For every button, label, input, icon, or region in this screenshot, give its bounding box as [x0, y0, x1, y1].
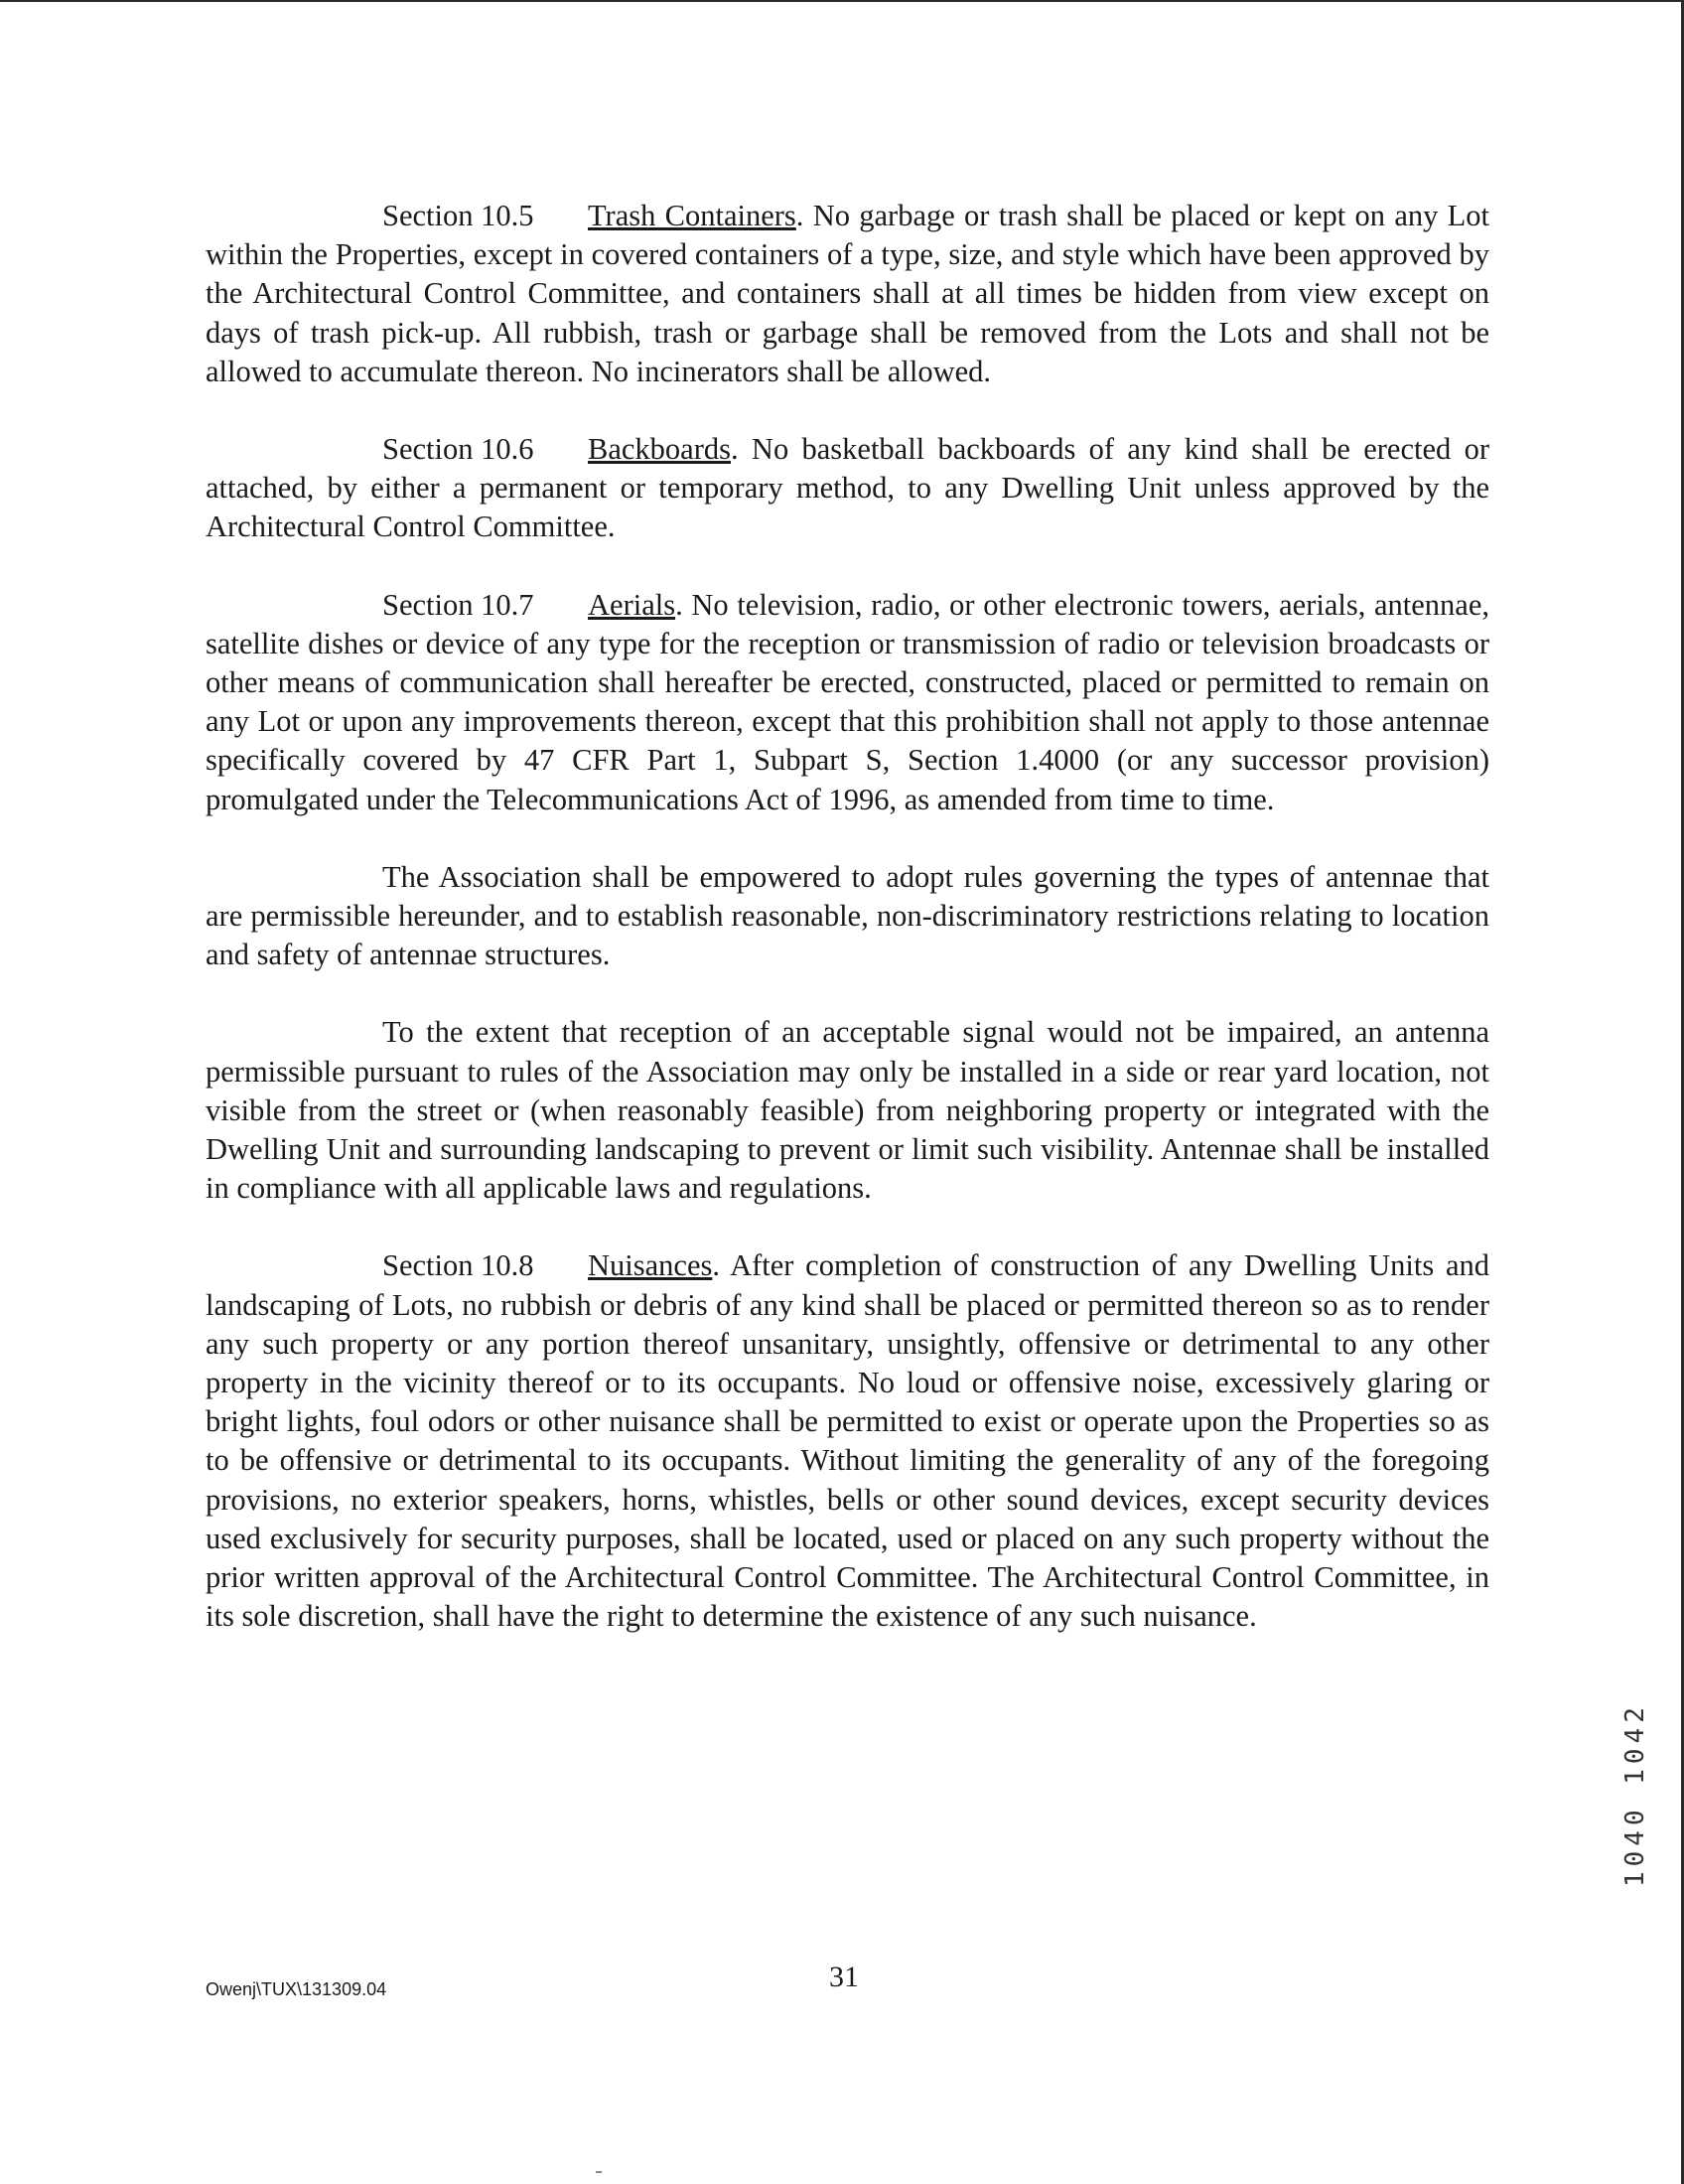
- section-heading: Nuisances: [588, 1248, 713, 1283]
- section-10-7: [206, 586, 1489, 819]
- document-body: [206, 197, 1489, 1675]
- section-heading: Trash Containers: [588, 199, 796, 232]
- scan-border-top: [0, 0, 1684, 2]
- paragraph-antennae-rules: The Association shall be empowered to adopt rules governing the types of antennae that are permissible hereunder, and to establish reasonable, non-discriminatory restrictions relating to location and safety of antennae structures.: [206, 859, 1489, 972]
- section-text: . No garbage or trash shall be placed or kept on any Lot within the Properties, except in covered containers of a type, size, and style which have been approved by the Architectural Control Committee, and containers shall at all times be hidden from view except on days of trash pick-up. All rubbish, trash or garbage shall be removed from the Lots and shall not be allowed to accumulate thereon. No incinerators shall be allowed.: [206, 199, 1490, 388]
- section-text: . No basketball backboards of any kind shall be erected or attached, by either a permanent or temporary method, to any Dwelling Unit unless approved by the Architectural Control Committee.: [206, 432, 1489, 544]
- section-10-5: [206, 197, 1489, 391]
- section-number: Section 10.8: [382, 1248, 534, 1283]
- section-number: Section 10.6: [382, 432, 534, 467]
- section-number: Section 10.7: [382, 587, 534, 622]
- section-number: Section 10.5: [382, 199, 534, 232]
- side-stamp-number: 1040 1042: [1620, 1702, 1650, 1887]
- page-number: 31: [829, 1961, 859, 1993]
- section-heading: Aerials: [588, 587, 676, 622]
- section-10-6: [206, 430, 1489, 547]
- section-10-8: [206, 1246, 1489, 1636]
- scan-artifact-mark: [596, 2171, 602, 2173]
- section-heading: Backboards: [588, 432, 731, 467]
- section-text: . After completion of construction of any Dwelling Units and landscaping of Lots, no rubbish or debris of any kind shall be placed or permitted thereon so as to render any such property or any portion thereof unsanitary, unsightly, offensive or detrimental to any other property in the vicinity thereof or to its occupants. No loud or offensive noise, excessively glaring or bright lights, foul odors or other nuisance shall be permitted to exist or operate upon the Properties so as to be offensive or detrimental to its occupants. Without limiting the generality of any of the foregoing provisions, no exterior speakers, horns, whistles, bells or other sound devices, except security devices used exclusively for security purposes, shall be located, used or placed on any such property without the prior written approval of the Architectural Control Committee. The Architectural Control Committee, in its sole discretion, shall have the right to determine the existence of any such nuisance.: [206, 1248, 1489, 1634]
- file-reference: Owenj\TUX\131309.04: [206, 1979, 387, 1999]
- paragraph-antenna-location: To the extent that reception of an acceptable signal would not be impaired, an antenna permissible pursuant to rules of the Association may only be installed in a side or rear yard location, not visible from the street or (when reasonably feasible) from neighboring property or integrated with the Dwelling Unit and surrounding landscaping to prevent or limit such visibility. Antennae shall be installed in compliance with all applicable laws and regulations.: [206, 1015, 1489, 1206]
- section-text: . No television, radio, or other electronic towers, aerials, antennae, satellite dishes or device of any type for the reception or transmission of radio or television broadcasts or other means of communication shall hereafter be erected, constructed, placed or permitted to remain on any Lot or upon any improvements thereon, except that this prohibition shall not apply to those antennae specifically covered by 47 CFR Part 1, Subpart S, Section 1.4000 (or any successor provision) promulgated under the Telecommunications Act of 1996, as amended from time to time.: [206, 587, 1489, 816]
